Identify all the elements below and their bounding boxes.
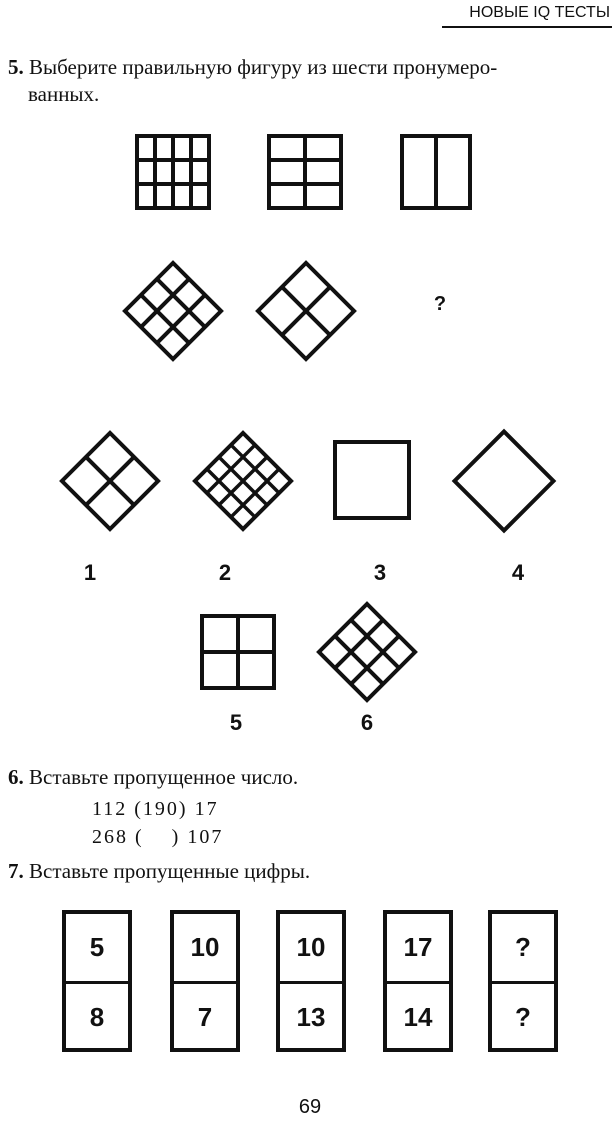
page-number: 69: [298, 1096, 322, 1118]
task-5-text-line2: ванных.: [28, 82, 100, 106]
domino-5[interactable]: [488, 910, 558, 1052]
task-5-prompt: [8, 54, 608, 108]
task-6-prompt: [8, 764, 608, 791]
number-series-row-1: 112 (190) 17: [92, 798, 219, 820]
domino-4-top: 17: [387, 914, 449, 984]
domino-4-bottom: 14: [403, 1002, 433, 1032]
option-1-label: 1: [83, 560, 97, 585]
domino-4: [383, 910, 453, 1052]
option-1-diamond-2x2[interactable]: [57, 428, 163, 534]
option-4-diamond[interactable]: [450, 426, 558, 536]
option-3-label: 3: [373, 560, 387, 585]
task-7-text: Вставьте пропущенные цифры.: [29, 859, 311, 883]
option-5-label: 5: [229, 710, 243, 735]
domino-5-top[interactable]: ?: [492, 914, 554, 984]
missing-figure-mark: ?: [433, 293, 447, 315]
number-series-row-2: 268 ( ) 107: [92, 826, 224, 848]
task-5-text-line1: Выберите правильную фигуру из шести пронумеро-: [29, 55, 498, 79]
domino-1-bottom: 8: [89, 1002, 105, 1032]
square-grid-2x3: [267, 134, 343, 210]
option-2-label: 2: [218, 560, 232, 585]
option-5-square-2x2[interactable]: [200, 614, 276, 690]
running-header: НОВЫЕ IQ ТЕСТЫ: [469, 4, 610, 21]
domino-5-bottom[interactable]: ?: [515, 1002, 531, 1032]
option-4-label: 4: [511, 560, 525, 585]
domino-1: [62, 910, 132, 1052]
domino-3-top: 10: [280, 914, 342, 984]
task-5-number: 5.: [8, 55, 24, 79]
domino-2-bottom: 7: [197, 1002, 213, 1032]
domino-3: [276, 910, 346, 1052]
option-3-square[interactable]: [333, 440, 411, 520]
task-7-prompt: [8, 858, 608, 885]
option-6-label: 6: [360, 710, 374, 735]
square-split-vertical: [400, 134, 472, 210]
domino-3-bottom: 13: [296, 1002, 326, 1032]
task-6-number: 6.: [8, 765, 24, 789]
domino-2: [170, 910, 240, 1052]
square-grid-4x3: [135, 134, 211, 210]
option-6-diamond-3x3[interactable]: [313, 598, 421, 706]
header-rule: [442, 26, 612, 28]
diamond-grid-2x2: [253, 258, 359, 364]
domino-1-top: 5: [66, 914, 128, 984]
task-6-text: Вставьте пропущенное число.: [29, 765, 299, 789]
domino-2-top: 10: [174, 914, 236, 984]
task-7-number: 7.: [8, 859, 24, 883]
diamond-grid-3x3: [120, 258, 226, 364]
option-2-diamond-4x4[interactable]: [190, 428, 296, 534]
